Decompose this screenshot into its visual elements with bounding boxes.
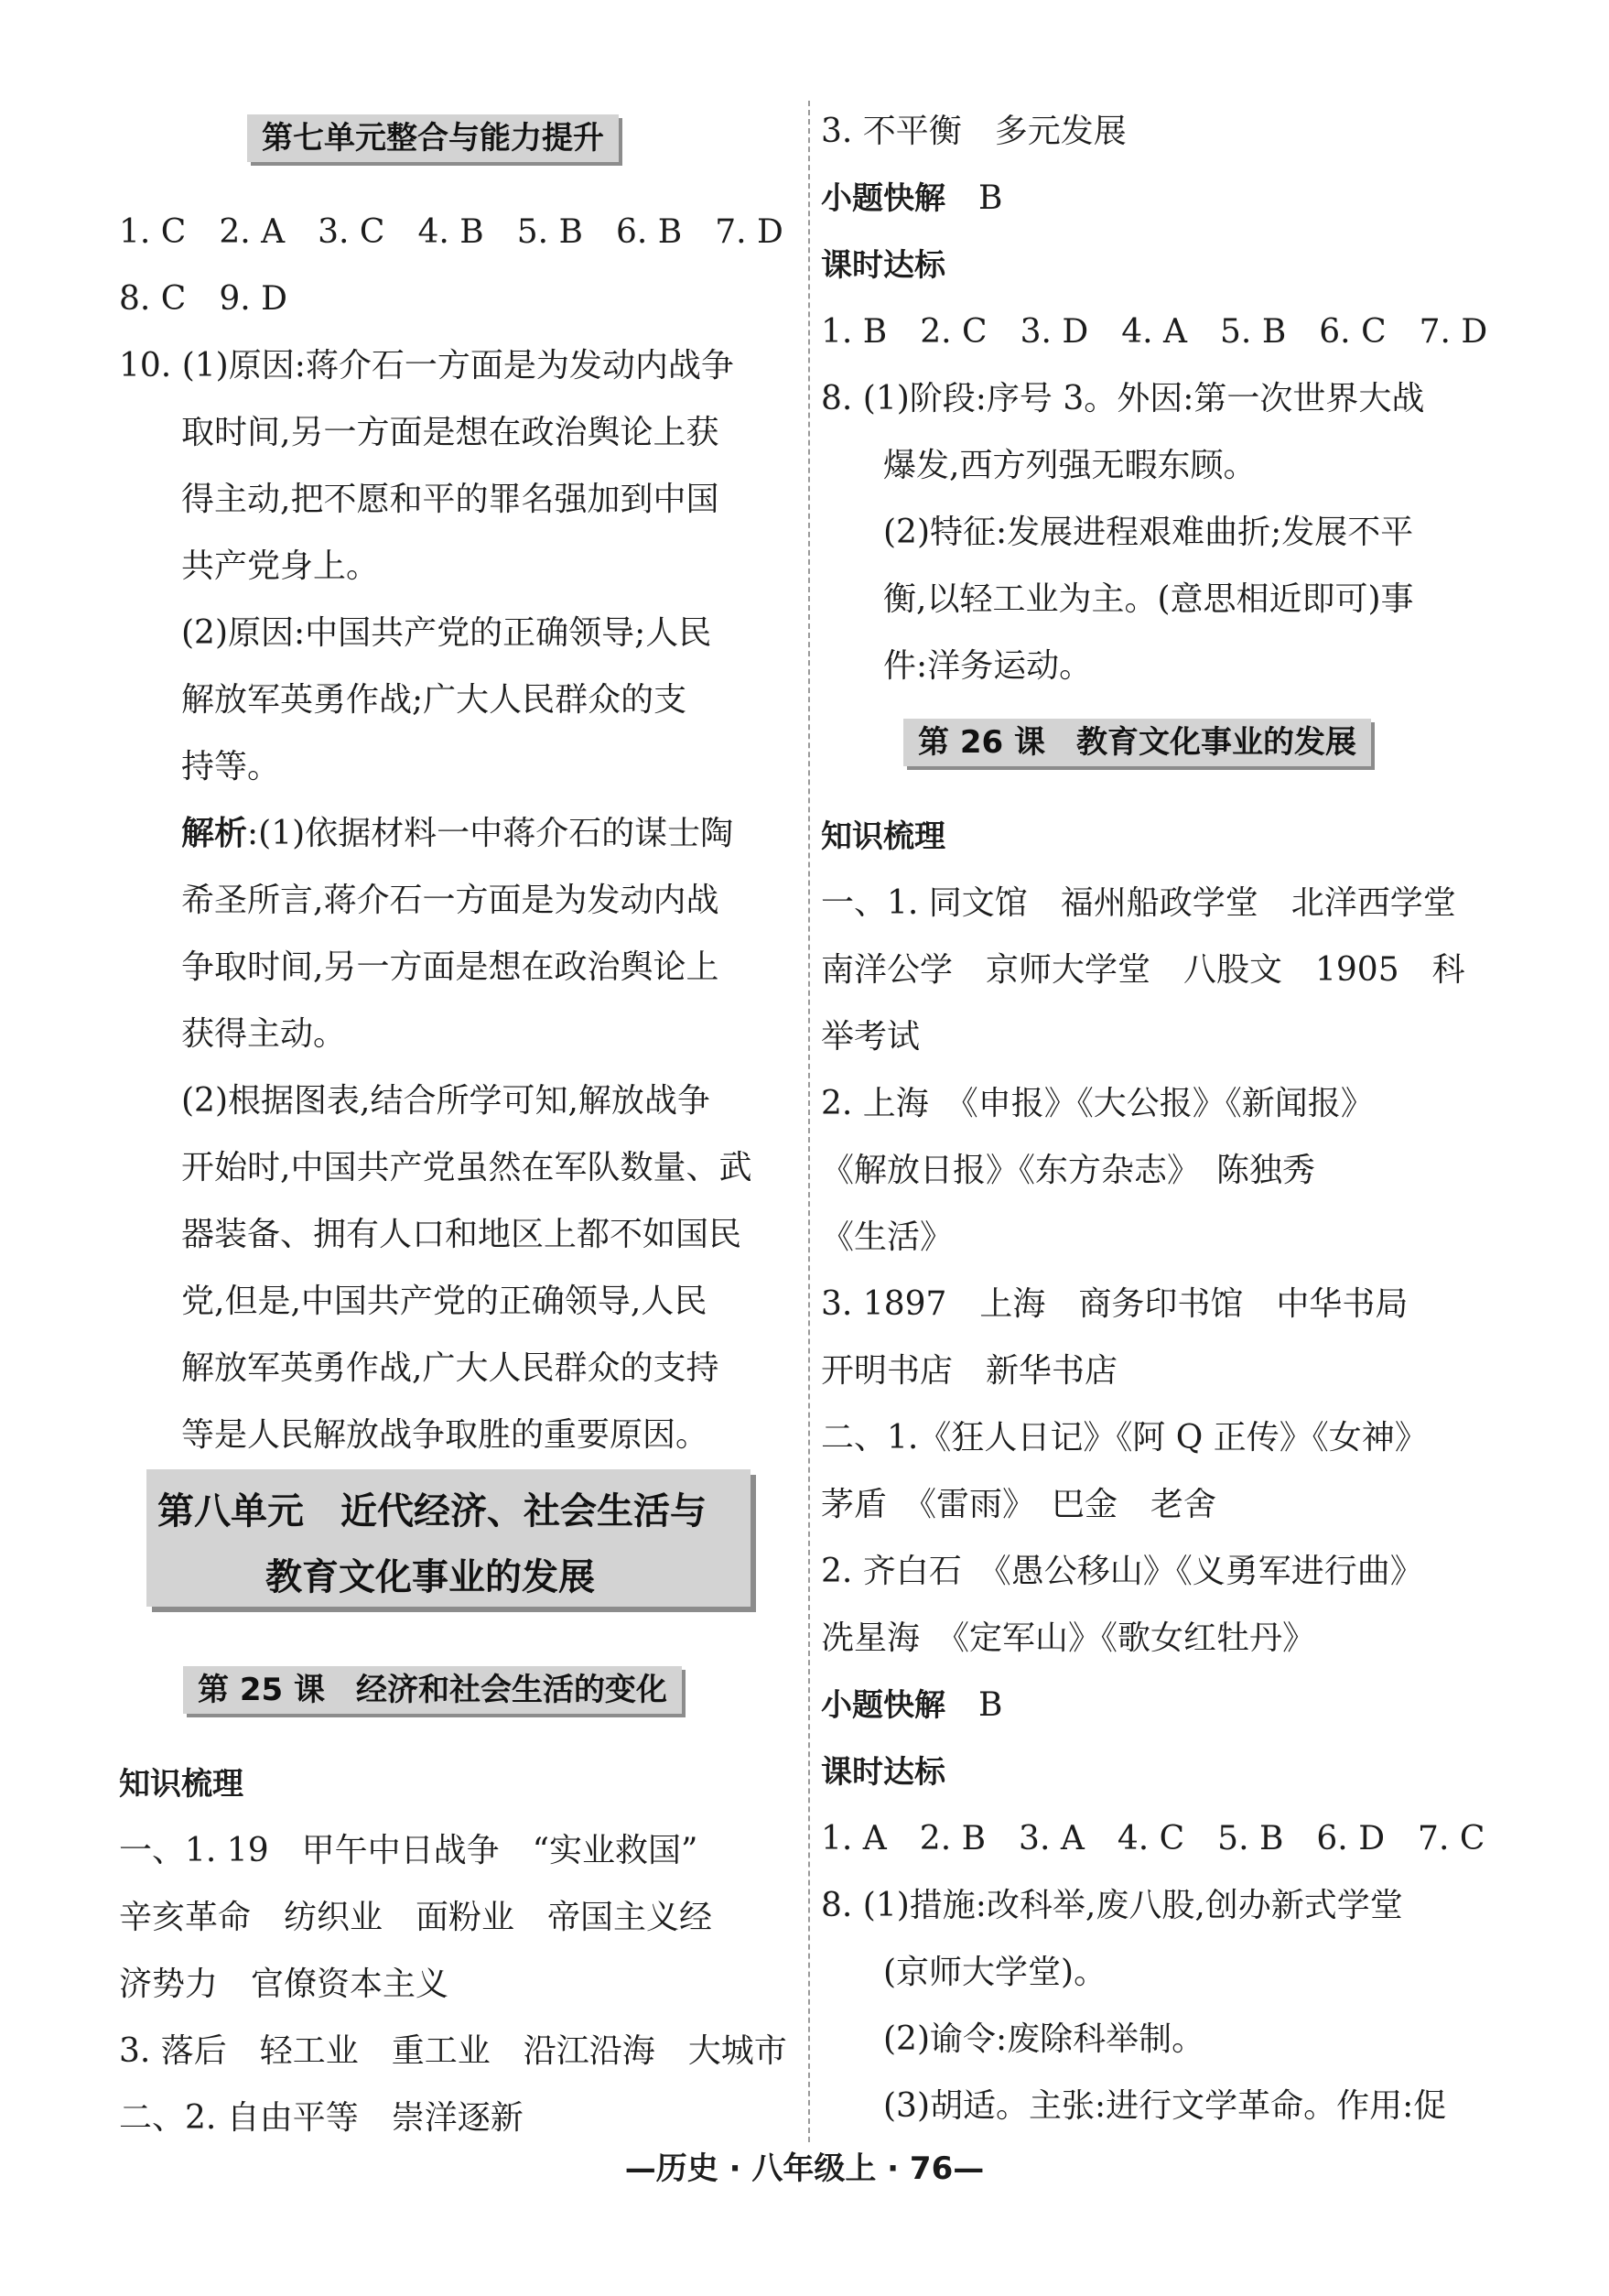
q10-line: 得主动,把不愿和平的罪名强加到中国 xyxy=(181,481,719,518)
q10-line: (2)原因:中国共产党的正确领导;人民 xyxy=(181,614,712,652)
knowledge-line: 3. 1897 上海 商务印书馆 中华书局 xyxy=(821,1285,1409,1323)
q10-line: 持等。 xyxy=(181,748,281,785)
unit8-heading-line1: 第八单元 近代经济、社会生活与 xyxy=(157,1490,707,1532)
answer-line: 3. 不平衡 多元发展 xyxy=(821,113,1127,150)
answer-line: 1. A 2. B 3. A 4. C 5. B 6. D 7. C xyxy=(821,1820,1485,1857)
knowledge-line: 3. 落后 轻工业 重工业 沿江沿海 大城市 xyxy=(119,2032,787,2070)
lesson25-heading: 第 25 课 经济和社会生活的变化 xyxy=(183,1666,682,1714)
knowledge-line: 2. 齐白石 《愚公移山》《义勇军进行曲》 xyxy=(821,1553,1423,1590)
analysis-line: 器装备、拥有人口和地区上都不如国民 xyxy=(181,1216,742,1253)
q10-line: 共产党身上。 xyxy=(181,547,380,585)
knowledge-line: 辛亥革命 纺织业 面粉业 帝国主义经 xyxy=(119,1899,713,1936)
quick-answer-value: B xyxy=(978,1686,1003,1724)
quick-answer-label: 小题快解 xyxy=(821,1687,945,1724)
knowledge-line: 2. 上海 《申报》《大公报》《新闻报》 xyxy=(821,1085,1374,1122)
answer-line: 1. B 2. C 3. D 4. A 5. B 6. C 7. D xyxy=(821,313,1488,351)
lesson26-heading: 第 26 课 教育文化事业的发展 xyxy=(903,719,1371,766)
analysis-line: 党,但是,中国共产党的正确领导,人民 xyxy=(181,1283,707,1320)
analysis-label: 解析 xyxy=(181,815,248,852)
column-divider xyxy=(808,101,810,2142)
analysis-line: 争取时间,另一方面是想在政治舆论上 xyxy=(181,948,719,986)
knowledge-line: 济势力 官僚资本主义 xyxy=(119,1966,449,2003)
knowledge-line: 茅盾 《雷雨》 巴金 老舍 xyxy=(821,1486,1217,1523)
knowledge-line: 《生活》 xyxy=(821,1218,954,1256)
analysis-first-line xyxy=(181,812,733,856)
q8-line: 爆发,西方列强无暇东顾。 xyxy=(883,447,1257,484)
knowledge-line: 二、1.《狂人日记》《阿 Q 正传》《女神》 xyxy=(821,1419,1428,1457)
knowledge-line: 《解放日报》《东方杂志》 陈独秀 xyxy=(821,1152,1316,1189)
q8-line: (京师大学堂)。 xyxy=(883,1954,1107,1991)
knowledge-line: 举考试 xyxy=(821,1018,921,1056)
quick-answer-value: B xyxy=(978,179,1003,217)
unit7-heading: 第七单元整合与能力提升 xyxy=(247,114,619,162)
q10-line: 解放军英勇作战;广大人民群众的支 xyxy=(181,681,687,719)
quick-answer xyxy=(821,1684,1002,1727)
analysis-line: (2)根据图表,结合所学可知,解放战争 xyxy=(181,1082,710,1120)
answer-line: 8. C 9. D xyxy=(119,280,287,318)
q8-line: (3)胡适。主张:进行文学革命。作用:促 xyxy=(883,2087,1447,2125)
quick-answer xyxy=(821,177,1002,221)
knowledge-line: 开明书店 新华书店 xyxy=(821,1352,1118,1390)
quick-answer-label: 小题快解 xyxy=(821,180,945,217)
knowledge-label: 知识梳理 xyxy=(821,818,945,855)
q10-line: 10. (1)原因:蒋介石一方面是为发动内战争 xyxy=(119,347,734,384)
unit8-heading-line2: 教育文化事业的发展 xyxy=(265,1556,595,1598)
q8-line: 件:洋务运动。 xyxy=(883,647,1093,685)
knowledge-line: 二、2. 自由平等 崇洋逐新 xyxy=(119,2099,524,2137)
knowledge-line: 一、1. 19 甲午中日战争 “实业救国” xyxy=(119,1832,698,1869)
q8-line: 8. (1)措施:改科举,废八股,创办新式学堂 xyxy=(821,1887,1403,1924)
q10-line: 取时间,另一方面是想在政治舆论上获 xyxy=(181,414,719,451)
q8-line: 衡,以轻工业为主。(意思相近即可)事 xyxy=(883,580,1414,618)
analysis-line: 等是人民解放战争取胜的重要原因。 xyxy=(181,1416,709,1454)
analysis-line: 开始时,中国共产党虽然在军队数量、武 xyxy=(181,1149,752,1186)
analysis-text: :(1)依据材料一中蒋介石的谋士陶 xyxy=(247,815,734,852)
class-label: 课时达标 xyxy=(821,247,945,284)
analysis-line: 获得主动。 xyxy=(181,1015,347,1053)
analysis-line: 解放军英勇作战,广大人民群众的支持 xyxy=(181,1349,719,1387)
unit8-heading xyxy=(146,1469,751,1607)
answer-line: 1. C 2. A 3. C 4. B 5. B 6. B 7. D xyxy=(119,213,783,251)
knowledge-label: 知识梳理 xyxy=(119,1766,243,1803)
q8-line: (2)特征:发展进程艰难曲折;发展不平 xyxy=(883,514,1414,551)
knowledge-line: 南洋公学 京师大学堂 八股文 1905 科 xyxy=(821,951,1465,989)
knowledge-line: 一、1. 同文馆 福州船政学堂 北洋西学堂 xyxy=(821,884,1456,922)
class-label: 课时达标 xyxy=(821,1754,945,1791)
knowledge-line: 冼星海 《定军山》《歌女红牡丹》 xyxy=(821,1619,1316,1657)
page-footer: —历史 · 八年级上 · 76— xyxy=(624,2150,985,2187)
analysis-line: 希圣所言,蒋介石一方面是为发动内战 xyxy=(181,882,719,919)
q8-line: (2)谕令:废除科举制。 xyxy=(883,2020,1205,2058)
q8-line: 8. (1)阶段:序号 3。外因:第一次世界大战 xyxy=(821,380,1425,417)
